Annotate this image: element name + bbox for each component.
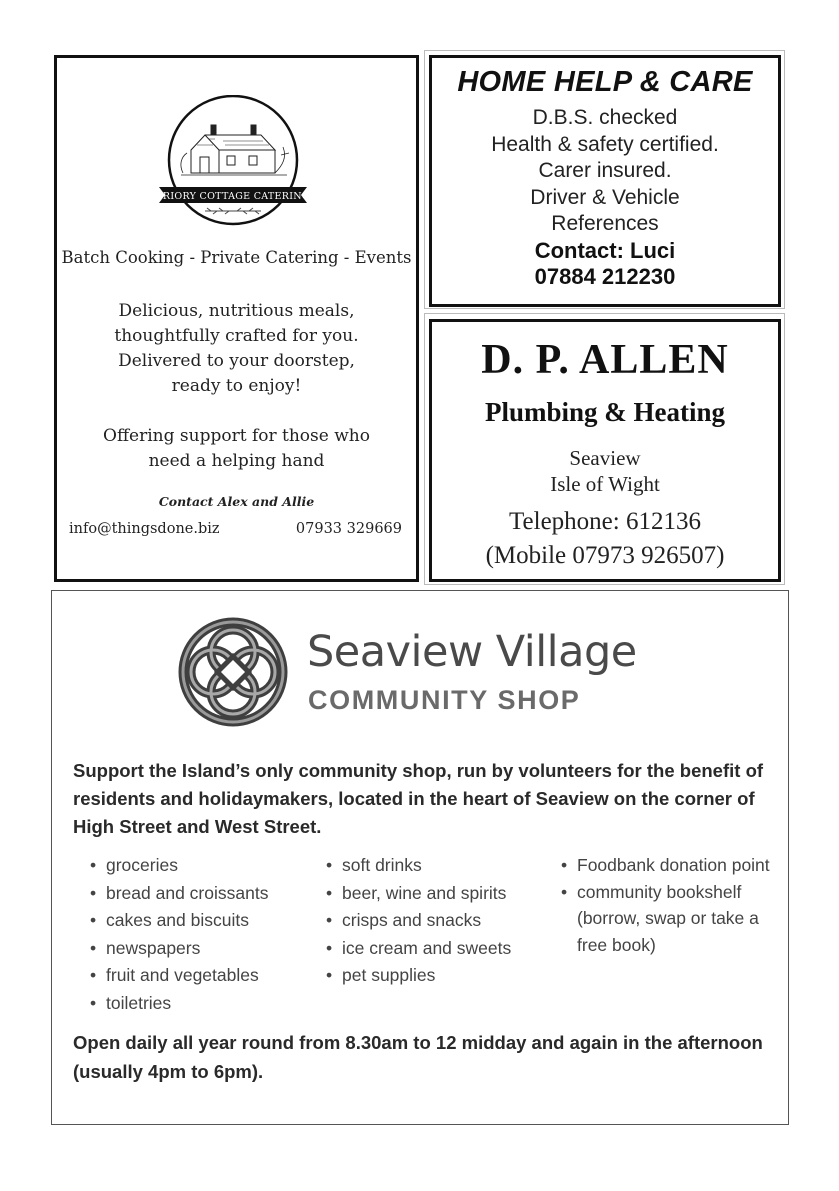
allen-business-name: D. P. ALLEN <box>481 337 729 383</box>
list-item: • cakes and biscuits <box>90 907 320 935</box>
priory-email: info@thingsdone.biz <box>69 521 220 537</box>
home-help-contact: Contact: Luci <box>534 237 676 263</box>
list-item: • soft drinks <box>326 852 536 880</box>
allen-trade: Plumbing & Heating <box>484 397 726 427</box>
home-help-care-ad <box>429 55 781 307</box>
home-help-features: D.B.S. checked Health & safety certified. Carer insured. Driver & Vehicle References Contact: Luci 07884 212230 <box>432 105 778 291</box>
list-item: • Foodbank donation point <box>561 852 773 879</box>
priory-tagline: Batch Cooking - Private Catering - Events <box>61 248 412 267</box>
shop-opening-hours: Open daily all year round from 8.30am to 12 midday and again in the afternoon (usually 4pm to 6pm). <box>73 1032 763 1082</box>
shop-products-list-1 <box>90 852 320 1017</box>
priory-support-text: Offering support for those who need a helping hand <box>103 426 370 471</box>
dp-allen-plumbing-ad <box>429 319 781 582</box>
priory-logo-text: PRIORY COTTAGE CATERING <box>156 191 310 202</box>
priory-cottage-logo <box>153 95 313 235</box>
home-help-phone: 07884 212230 <box>534 264 676 289</box>
shop-products-list-2 <box>326 852 536 990</box>
list-item: • newspapers <box>90 935 320 963</box>
list-item: • crisps and snacks <box>326 907 536 935</box>
priory-phone: 07933 329669 <box>295 521 402 537</box>
shop-services-list <box>561 852 773 958</box>
allen-phone-numbers: Telephone: 612136 (Mobile 07973 926507) <box>485 508 725 569</box>
list-item: • beer, wine and spirits <box>326 880 536 908</box>
list-item: • community bookshelf (borrow, swap or take a free book) <box>561 879 773 959</box>
list-item: • pet supplies <box>326 962 536 990</box>
shop-brand-subtitle: COMMUNITY SHOP <box>308 685 581 715</box>
list-item: • bread and croissants <box>90 880 320 908</box>
home-help-title: HOME HELP & CARE <box>457 66 753 98</box>
priory-contact-names: Contact Alex and Allie <box>158 494 315 509</box>
allen-location: Seaview Isle of Wight <box>550 446 660 496</box>
list-item: • toiletries <box>90 990 320 1018</box>
priory-cottage-catering-ad <box>54 55 419 582</box>
community-shop-ad <box>51 590 789 1125</box>
celtic-knot-icon <box>176 615 290 729</box>
list-item: • fruit and vegetables <box>90 962 320 990</box>
shop-brand-name: Seaview Village <box>307 627 637 677</box>
list-item: • ice cream and sweets <box>326 935 536 963</box>
list-item: • groceries <box>90 852 320 880</box>
priory-description: Delicious, nutritious meals, thoughtfully crafted for you. Delivered to your doorstep, ready to enjoy! <box>114 301 359 396</box>
shop-intro-text: Support the Island’s only community shop, run by volunteers for the benefit of residents and holidaymakers, located in the heart of Seaview on the corner of High Street and West Street. <box>73 760 764 837</box>
